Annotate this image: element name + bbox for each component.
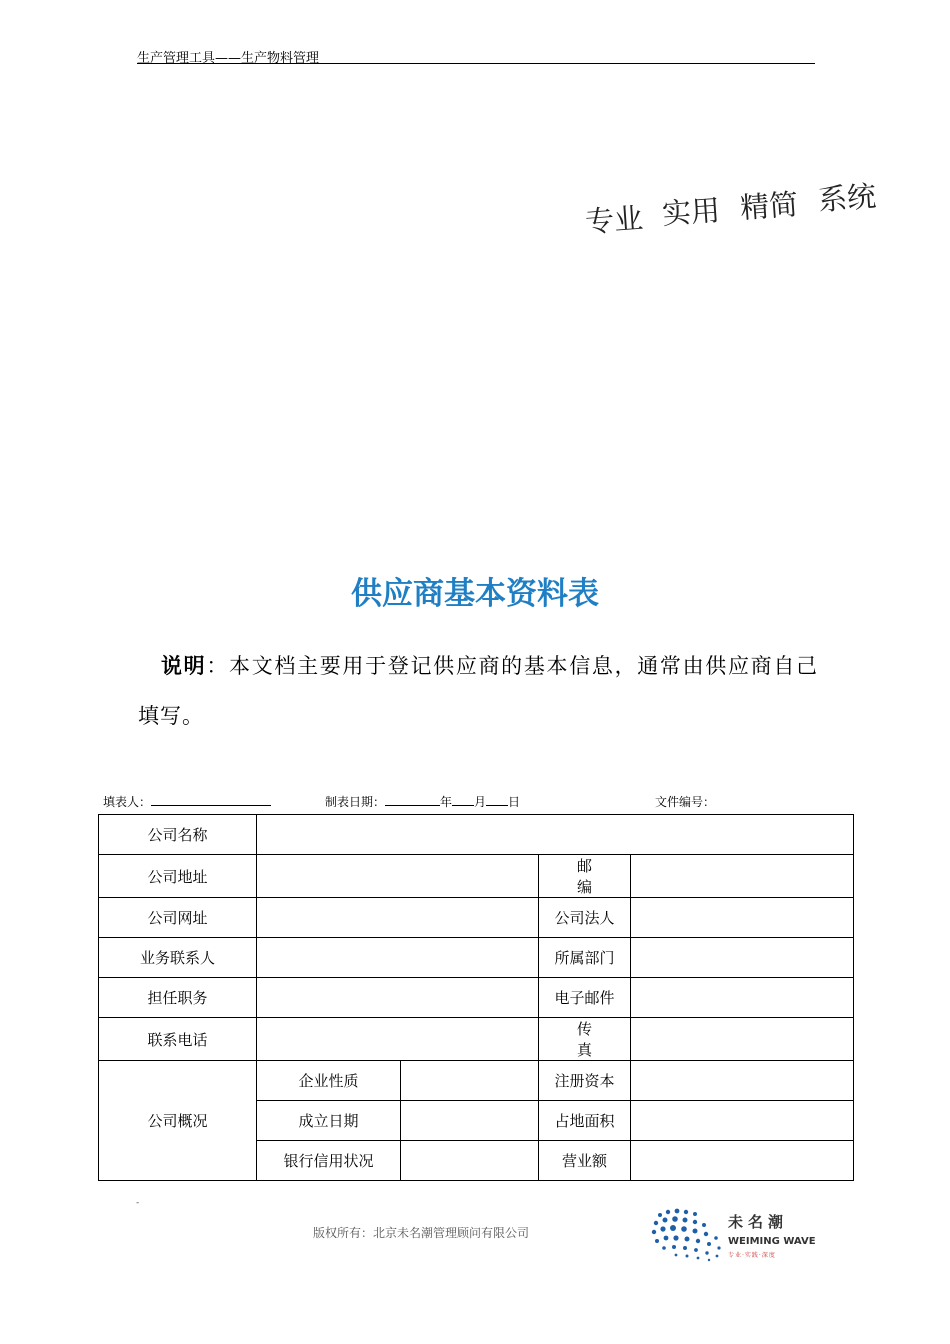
nature-label: 企业性质 [257, 1061, 401, 1101]
header-divider [137, 63, 815, 64]
doc-no-field [655, 793, 715, 810]
overview-label: 公司概况 [99, 1061, 257, 1181]
year-label: 年 [440, 795, 453, 809]
table-row [99, 978, 854, 1018]
postcode-label: 邮编 [539, 855, 631, 898]
bank-credit-cell[interactable] [401, 1141, 539, 1181]
slogan-word-2: 实用 [660, 193, 722, 231]
table-row [99, 855, 854, 898]
date-label: 制表日期： [325, 795, 386, 809]
established-cell[interactable] [401, 1101, 539, 1141]
nature-cell[interactable] [401, 1061, 539, 1101]
website-cell[interactable] [257, 898, 539, 938]
header-title: 生产管理工具——生产物料管理 [137, 51, 320, 66]
legal-rep-label: 公司法人 [539, 898, 631, 938]
description [138, 641, 818, 741]
position-label: 担任职务 [99, 978, 257, 1018]
wave-logo-icon [648, 1205, 726, 1265]
supplier-info-table [98, 814, 854, 1181]
position-cell[interactable] [257, 978, 539, 1018]
registered-capital-cell[interactable] [631, 1061, 854, 1101]
area-cell[interactable] [631, 1101, 854, 1141]
fax-cell[interactable] [631, 1018, 854, 1061]
footer-dash: - [136, 1198, 140, 1208]
established-label: 成立日期 [257, 1101, 401, 1141]
month-label: 月 [474, 795, 487, 809]
phone-label: 联系电话 [99, 1018, 257, 1061]
year-blank[interactable] [385, 793, 440, 806]
date-field [325, 793, 520, 810]
revenue-cell[interactable] [631, 1141, 854, 1181]
bank-credit-label: 银行信用状况 [257, 1141, 401, 1181]
department-label: 所属部门 [539, 938, 631, 978]
contact-label: 业务联系人 [99, 938, 257, 978]
company-address-label: 公司地址 [99, 855, 257, 898]
website-label: 公司网址 [99, 898, 257, 938]
contact-cell[interactable] [257, 938, 539, 978]
table-row [99, 938, 854, 978]
registered-capital-label: 注册资本 [539, 1061, 631, 1101]
table-row [99, 1018, 854, 1061]
doc-no-label: 文件编号： [655, 795, 716, 809]
email-label: 电子邮件 [539, 978, 631, 1018]
day-blank[interactable] [486, 793, 508, 806]
company-name-label: 公司名称 [99, 815, 257, 855]
slogan-word-1: 专业 [583, 201, 645, 239]
legal-rep-cell[interactable] [631, 898, 854, 938]
company-name-cell[interactable] [257, 815, 854, 855]
revenue-label: 营业额 [539, 1141, 631, 1181]
copyright-text: 版权所有：北京未名潮管理顾问有限公司 [313, 1226, 530, 1240]
slogan-word-3: 精简 [738, 187, 800, 225]
slogan-word-4: 系统 [816, 179, 878, 217]
document-title: 供应商基本资料表 [351, 576, 599, 612]
day-label: 日 [508, 795, 521, 809]
description-text: ：本文档主要用于登记供应商的基本信息，通常由供应商自己填写。 [138, 654, 818, 728]
table-row [99, 1061, 854, 1101]
company-address-cell[interactable] [257, 855, 539, 898]
logo-english-name: WEIMING WAVE [728, 1236, 816, 1247]
logo-chinese-name: 未名潮 [728, 1213, 789, 1231]
table-row [99, 815, 854, 855]
department-cell[interactable] [631, 938, 854, 978]
filler-field [103, 793, 271, 810]
fax-label: 传真 [539, 1018, 631, 1061]
month-blank[interactable] [452, 793, 474, 806]
logo-tagline: 专业·实践·深度 [728, 1252, 776, 1259]
description-label: 说明 [161, 653, 207, 678]
filler-label: 填表人： [103, 795, 152, 809]
filler-blank[interactable] [151, 793, 271, 806]
area-label: 占地面积 [539, 1101, 631, 1141]
postcode-cell[interactable] [631, 855, 854, 898]
company-logo [648, 1205, 818, 1265]
phone-cell[interactable] [257, 1018, 539, 1061]
email-cell[interactable] [631, 978, 854, 1018]
table-row [99, 898, 854, 938]
